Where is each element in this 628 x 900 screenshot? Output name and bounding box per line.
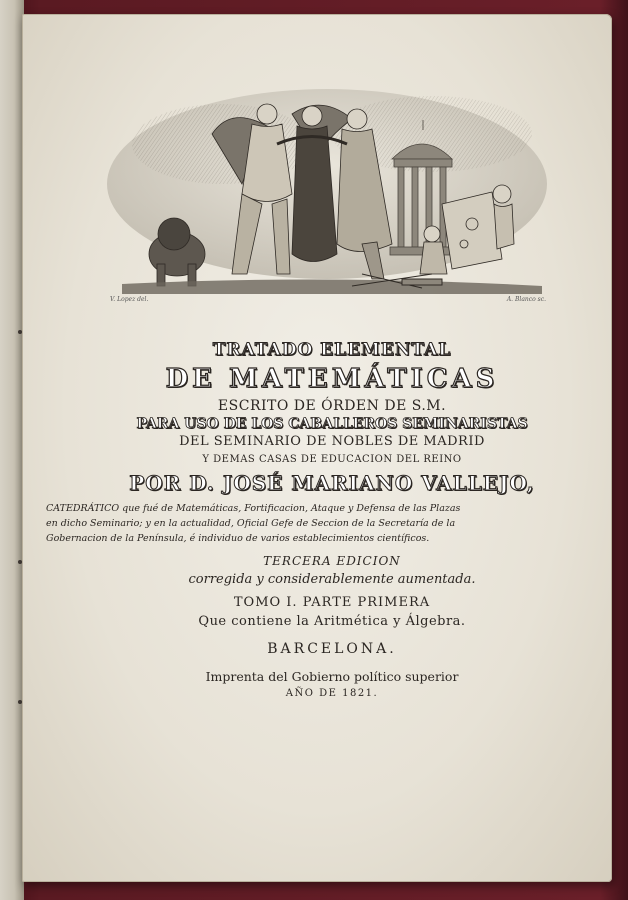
binding-pin [18, 700, 22, 704]
bio-line-3: Gobernacion de la Península, é individuo de varios establecimientos científicos. [46, 533, 430, 544]
volume: TOMO I. PARTE PRIMERA [233, 595, 431, 610]
imprint-year: AÑO DE 1821. [285, 688, 379, 699]
edition-note: corregida y considerablemente aumentada. [188, 572, 476, 587]
title-line-6: Y DEMAS CASAS DE EDUCACION DEL REINO [202, 454, 462, 465]
title-block [46, 340, 582, 699]
binding-pin [18, 330, 22, 334]
engraver-credit: A. Blanco sc. [506, 296, 546, 303]
title-line-5: DEL SEMINARIO DE NOBLES DE MADRID [179, 434, 485, 449]
title-page [22, 14, 612, 882]
bio-line-1: CATEDRÁTICO que fué de Matemáticas, Fortificacion, Ataque y Defensa de las Plazas [46, 503, 461, 514]
author-name: POR D. JOSÉ MARIANO VALLEJO, [129, 471, 535, 495]
title-line-2: DE MATEMÁTICAS [165, 364, 499, 394]
bio-line-2: en dicho Seminario; y en la actualidad, Oficial Gefe de Seccion de la Secretaría de la [46, 518, 456, 529]
draftsman-credit: V. Lopez del. [110, 296, 149, 303]
engraved-vignette-illustration [102, 74, 552, 304]
title-line-3: ESCRITO DE ÓRDEN DE S.M. [217, 398, 447, 414]
volume-contents: Que contiene la Aritmética y Álgebra. [198, 614, 466, 629]
book-spine-edge [0, 0, 24, 900]
title-line-1: TRATADO ELEMENTAL [212, 340, 452, 360]
binding-pin [18, 560, 22, 564]
author-biography [46, 501, 516, 546]
imprint-city: BARCELONA. [267, 641, 397, 657]
title-line-4: PARA USO DE LOS CABALLEROS SEMINARISTAS [136, 416, 528, 432]
edition: TERCERA EDICION [263, 554, 401, 568]
imprint-printer: Imprenta del Gobierno político superior [205, 669, 459, 684]
